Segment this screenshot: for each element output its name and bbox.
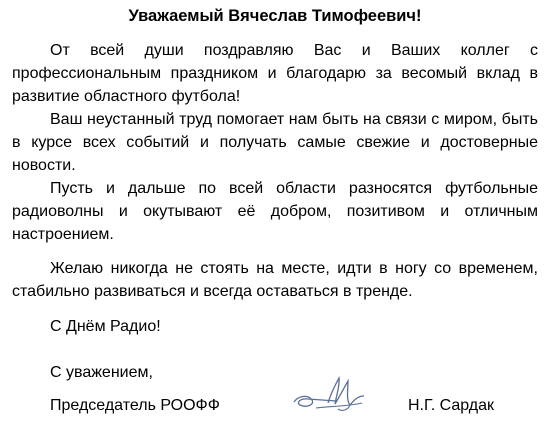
letter-greeting: Уважаемый Вячеслав Тимофеевич! (128, 7, 422, 25)
holiday-wish: С Днём Радио! (50, 318, 161, 335)
signature-stroke (316, 403, 362, 408)
sender-position: Председатель РООФФ (50, 397, 220, 414)
closing-phrase: С уважением, (50, 364, 153, 381)
paragraph-gratitude: Ваш неустанный труд помогает нам быть на связи с миром, быть в курсе всех событий и получать самые свежие и достоверные новости. (12, 111, 538, 174)
paragraph-wishes: Пусть и дальше по всей области разносятся футбольные радиоволны и окутывают её добром, позитивом и отличным настроением. (12, 180, 538, 243)
paragraph-congratulation: От всей души поздравляю Вас и Ваших коллег с профессиональным праздником и благодарю за весомый вклад в развитие областного футбола! (12, 42, 538, 105)
handwritten-signature (288, 372, 378, 418)
sender-name: Н.Г. Сардак (408, 397, 494, 414)
paragraph-future: Желаю никогда не стоять на месте, идти в ногу со временем, стабильно развиваться и всегда оставаться в тренде. (12, 260, 538, 300)
